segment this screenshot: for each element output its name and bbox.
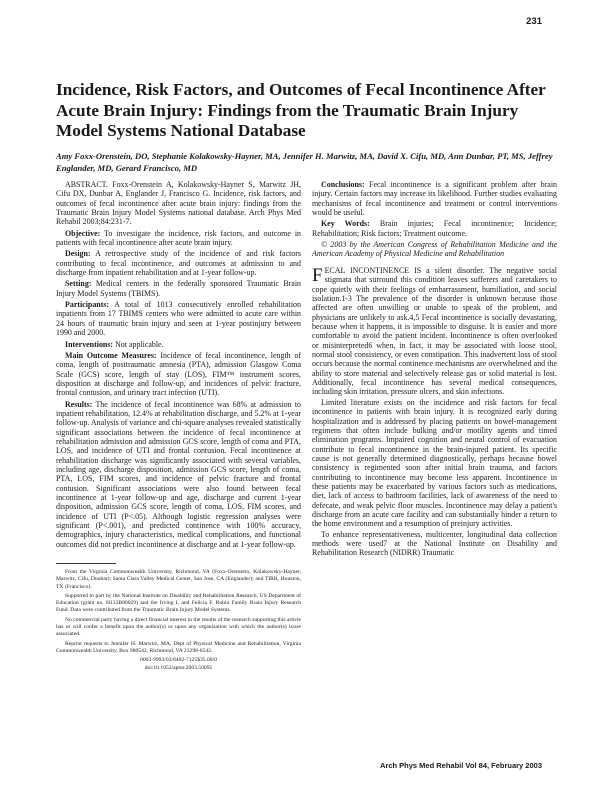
abstract-results xyxy=(56,400,301,550)
article-title: Incidence, Risk Factors, and Outcomes of Fecal Incontinence After Acute Brain Injury: Findings from the Traumatic Brain Injury Model Systems National Database xyxy=(56,80,546,140)
participants-text: A total of 1013 consecutively enrolled rehabilitation inpatients from 17 TBIMS centers who were admitted to acute care within 24 hours of traumatic brain injury and seen at 1-year postinjury between 1990 and 2000. xyxy=(56,300,301,338)
abstract-column-right xyxy=(312,180,557,261)
keywords-label: Key Words: xyxy=(321,219,370,229)
abstract-citation xyxy=(56,180,301,227)
abstract-design xyxy=(56,249,301,277)
results-text: The incidence of fecal incontinence was 68% at admission to inpatient rehabilitation, 12.4% at rehabilitation discharge, and 5.2% at 1-year follow-up. Analysis of variance and chi-square analyses revealed statistically significant associations between the incidence of fecal incontinence at rehabilitation admission and admission GCS score, length of coma and PTA, LOS, and incidence of UTI and frontal contusion. Fecal incontinence at rehabilitation discharge was significantly associated with several variables, including age, discharge disposition, admission GCS score, length of coma, PTA, LOS, FIM scores, and incidence of pelvic fracture and frontal contusion. Significant associations were also found between fecal incontinence at 1-year follow-up and age, discharge and current 1-year disposition, admission GCS score, length of coma, LOS, FIM scores, and incidence of UTI (P<.05). Although logistic regression analyses were significant (P<.001), and predicted continence with 100% accuracy, demographics, injury characteristics, medical complications, and functional outcomes did not predict incontinence at discharge and at 1-year follow-up. xyxy=(56,399,301,549)
abstract-participants xyxy=(56,300,301,337)
conclusions-text: Fecal incontinence is a significant problem after brain injury. Certain factors may increase its likelihood. Further studies evaluating mechanisms of fecal incontinence and treatment or control interventions would be useful. xyxy=(312,180,557,218)
abstract-citation-text: Foxx-Orenstein A, Kolakowsky-Hayner S, Marwitz JH, Cifu DX, Dunbar A, Englander J, Francisco G. Incidence, risk factors, and outcomes of fecal incontinence after acute brain injury: findings from the Traumatic Brain Injury Model Systems national database. Arch Phys Med Rehabil 2003;84:231-7. xyxy=(56,180,302,227)
journal-footer: Arch Phys Med Rehabil Vol 84, February 2003 xyxy=(379,761,542,770)
setting-label: Setting: xyxy=(65,279,92,289)
footnotes xyxy=(56,569,301,672)
interventions-label: Interventions: xyxy=(65,339,114,349)
measures-label: Main Outcome Measures: xyxy=(65,350,157,360)
footnote-divider xyxy=(56,563,116,564)
abstract-keywords xyxy=(312,219,557,238)
drop-cap: F xyxy=(312,265,323,286)
participants-label: Participants: xyxy=(65,300,110,310)
abstract-interventions xyxy=(56,340,301,349)
footnote-affiliations: From the Virginia Commonwealth University, Richmond, VA (Foxx-Orenstein, Kolakowsky-Hayner, Marwitz, Cifu, Dunbar); Santa Clara Valley Medical Center, San Jose, CA (Englander); and TIRR, Houston, TX (Francisco). xyxy=(56,569,301,590)
body-paragraph-3: To enhance representativeness, multicenter, longitudinal data collection methods were used7 at the National Institute on Disability and Rehabilitation Research (NIDRR) Traumatic xyxy=(312,529,557,558)
objective-label: Objective: xyxy=(65,228,101,238)
keywords-text: Brain injuries; Fecal incontinence; Incidence; Rehabilitation; Risk factors; Treatment outcome. xyxy=(312,219,558,238)
abstract-objective xyxy=(56,229,301,248)
conclusions-label: Conclusions: xyxy=(321,180,365,189)
footnote-reprints: Reprint requests to Jennifer H. Marwitz, MA, Dept of Physical Medicine and Rehabilitation, Virginia Commonwealth University, Box 980542, Richmond, VA 23298-0542. xyxy=(56,640,301,654)
abstract-column-left xyxy=(56,180,301,551)
abstract-heading: ABSTRACT. xyxy=(65,180,108,189)
abstract-measures xyxy=(56,351,301,398)
measures-text: Incidence of fecal incontinence, length of coma, length of posttraumatic amnesia (PTA), admission Glasgow Coma Scale (GCS) score, length of stay (LOS), FIM™ instrument scores, disposition at discharge and follow-up, and incidences of pelvic fracture, frontal contusion, and urinary tract infection (UTI). xyxy=(56,350,301,398)
footnote-doi: doi:10.1053/apmr.2003.50095 xyxy=(144,664,213,671)
footnote-code: 0003-9993/03/8402-7125$35.00/0 xyxy=(140,657,217,664)
footnote-disclosure: No commercial party having a direct financial interest in the results of the research supporting this article has or will confer a benefit upon the author(s) or upon any organization with which the author(s) is/are associated. xyxy=(56,616,301,638)
design-label: Design: xyxy=(65,249,91,259)
author-list: Amy Foxx-Orenstein, DO, Stephanie Kolakowsky-Hayner, MA, Jennifer H. Marwitz, MA, David X. Cifu, MD, Ann Dunbar, PT, MS, Jeffrey Englander, MD, Gerard Francisco, MD xyxy=(56,151,553,173)
design-text: A retrospective study of the incidence of and risk factors contributing to fecal incontinence, and outcomes at admission to and discharge from inpatient rehabilitation and at 1-year follow-up. xyxy=(56,249,302,278)
body-paragraph-1-text: ECAL INCONTINENCE IS a silent disorder. The negative social stigmata that surround this condition leaves sufferers and caretakers to cope quietly with their feelings of embarrassment, humiliation, and social isolation.1-3 The prevalence of the disorder is unknown because those affected are often unwilling or unable to speak of the problem, and physicians are unlikely to ask.4,5 Fecal incontinence is socially devastating, because when it happens, it is impossible to disguise. It is easier and more comfortable to avoid the patient incident. Incontinence is often overlooked or misinterpreted6 when, in fact, it may be associated with loose stool, normal stool consistency, or even constipation. This inadvertent loss of stool occurs because the normal continence mechanisms are overwhelmed and the ability to store material and selectively release gas or solid material is lost. Additionally, fecal incontinence has several medical consequences, including skin irritation, pressure ulcers, and skin infections. xyxy=(312,266,557,397)
body-paragraph-2: Limited literature exists on the incidence and risk factors for fecal incontinence in patients with brain injury. It is recognized early during hospitalization and is addressed by placing patients on bowel-management regimens that often include bulking and/or motility agents and timed elimination programs. Impaired cognition and neural control of evacuation contribute to fecal incontinence in the brain-injured patient. Its specific cause is not generally determined diagnostically, perhaps because bowel consistency is regimented soon after initial brain trauma, and factors contributing to incontinence may become less apparent. Incontinence in these patients may be exacerbated by various factors such as medications, diet, lack of access to bathroom facilities, lack of awareness of the need to defecate, and weak pelvic floor muscles. Incontinence may delay a patient's discharge from an acute care facility and can substantially hinder a return to the home environment and a resumption of preinjury activities. xyxy=(312,397,557,529)
abstract-setting xyxy=(56,279,301,298)
objective-text: To investigate the incidence, risk factors, and outcome in patients with fecal incontinence after acute brain injury. xyxy=(56,228,301,248)
body-paragraph-1 xyxy=(312,266,557,397)
setting-text: Medical centers in the federally sponsored Traumatic Brain Injury Model Systems (TBIMS). xyxy=(56,279,301,298)
abstract-conclusions xyxy=(312,180,557,217)
page-number: 231 xyxy=(526,16,542,27)
interventions-text: Not applicable. xyxy=(115,339,164,349)
results-label: Results: xyxy=(65,399,93,409)
article-body xyxy=(312,266,557,559)
copyright-notice: © 2003 by the American Congress of Rehabilitation Medicine and the American Academy of Physical Medicine and Rehabilitation xyxy=(312,240,557,259)
footnote-support: Supported in part by the National Institute on Disability and Rehabilitation Research, US Department of Education (grant no. H133B80029) and the Irving I. and Felicia F. Rubin Family Brain Injury Research Fund. Data were contributed from the Traumatic Brain Injury Model Systems. xyxy=(56,592,301,614)
